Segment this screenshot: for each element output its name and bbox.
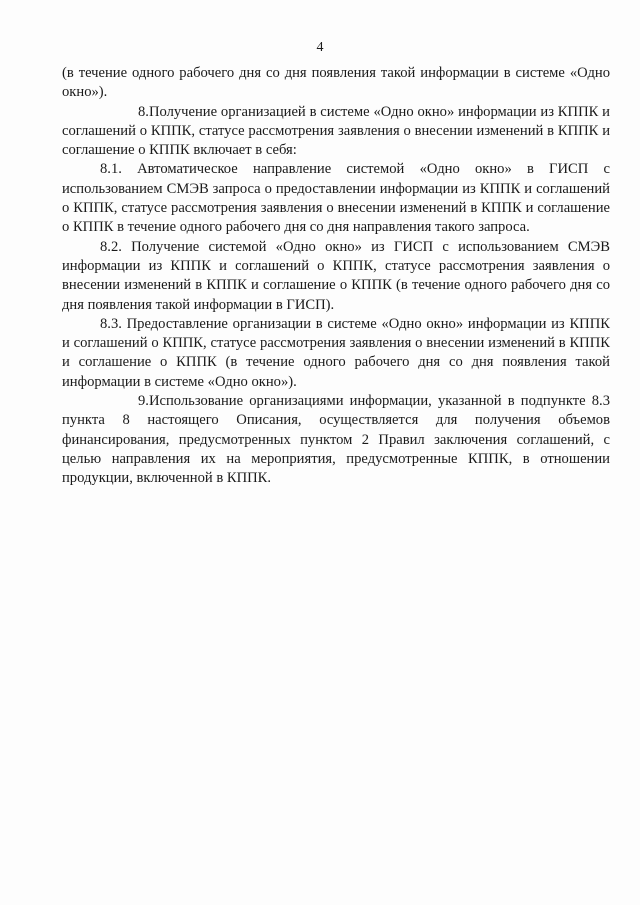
paragraph-number: 8.3. — [100, 315, 122, 332]
paragraph-8-1 — [62, 160, 610, 237]
paragraph-text: Получение организацией в системе «Одно окно» информации из КППК и соглашений о КППК, статусе рассмотрения заявления о внесении изменений в КППК и соглашение о КППК включает в себя: — [62, 103, 610, 159]
paragraph-continuation — [62, 64, 610, 103]
paragraph-number: 9. — [138, 393, 149, 410]
paragraph-text: Автоматическое направление системой «Одно окно» в ГИСП с использованием СМЭВ запроса о предоставлении информации из КППК и соглашений о КППК, статусе рассмотрения заявления о внесении изменений в КППК и соглашение о КППК в течение одного рабочего дня со дня направления такого запроса. — [62, 161, 610, 236]
paragraph-9 — [62, 392, 610, 488]
paragraph-number: 8.2. — [100, 238, 122, 255]
paragraph-text: Использование организациями информации, указанной в подпункте 8.3 пункта 8 настоящего Описания, осуществляется для получения объемов финансирования, предусмотренных пунктом 2 Правил заключения соглашений, с целью направления их на мероприятия, предусмотренные КППК, в отношении продукции, включенной в КППК. — [62, 393, 610, 487]
paragraph-text: Предоставление организации в системе «Одно окно» информации из КППК и соглашений о КППК, статусе рассмотрения заявления о внесении изменений в КППК и соглашение о КППК (в течение одного рабочего дня со дня появления такой информации в системе «Одно окно»). — [62, 315, 610, 390]
paragraph-8 — [62, 103, 610, 161]
page-number: 4 — [316, 40, 324, 55]
paragraph-number: 8. — [138, 103, 149, 120]
document-body — [62, 64, 610, 489]
paragraph-number: 8.1. — [100, 161, 122, 178]
paragraph-8-3 — [62, 315, 610, 392]
paragraph-text: Получение системой «Одно окно» из ГИСП с использованием СМЭВ информации из КППК и соглашений о КППК, статусе рассмотрения заявления о внесении изменений в КППК и соглашение о КППК (в течение одного рабочего дня со дня появления такой информации в ГИСП). — [62, 238, 610, 313]
paragraph-text: (в течение одного рабочего дня со дня появления такой информации в системе «Одно окно»). — [62, 65, 610, 101]
paragraph-8-2 — [62, 238, 610, 315]
